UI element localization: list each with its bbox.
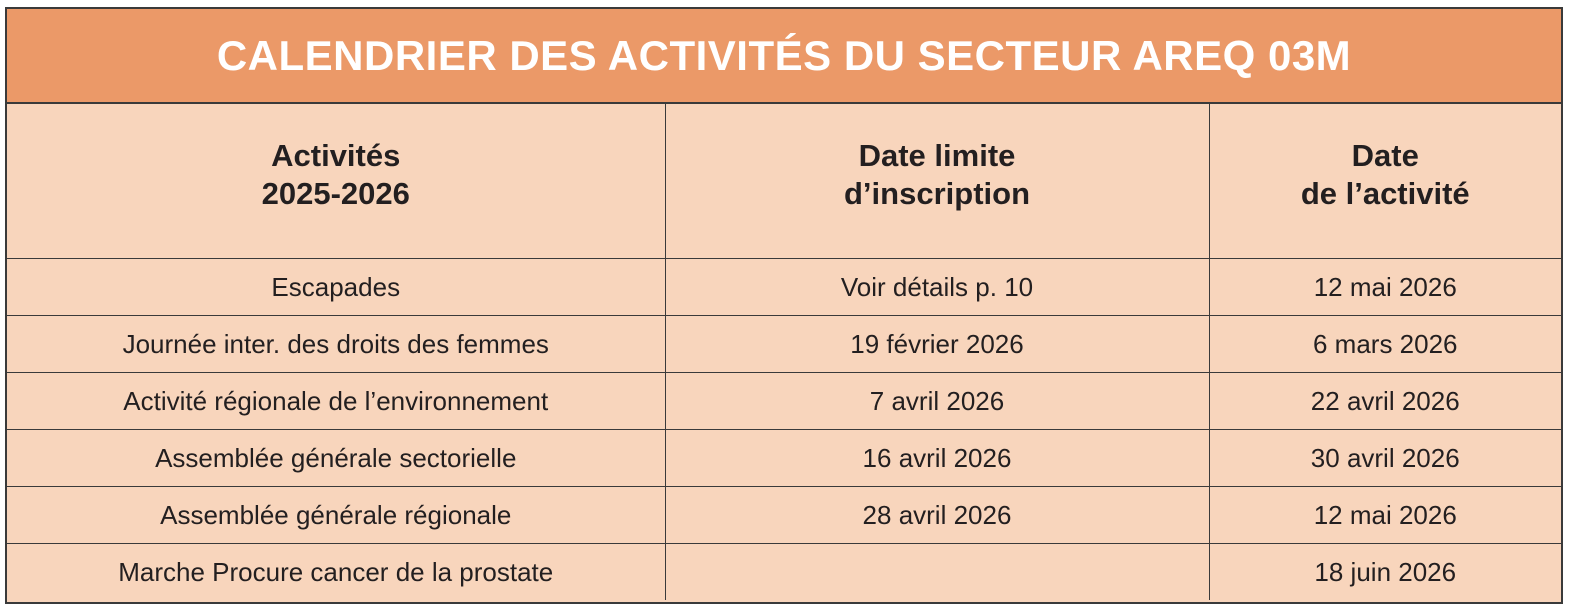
deadline-cell: Voir détails p. 10 xyxy=(665,259,1209,316)
calendar-title: CALENDRIER DES ACTIVITÉS DU SECTEUR AREQ 03M xyxy=(216,31,1352,79)
activity-cell: Escapades xyxy=(7,259,665,316)
header-registration-deadline: Date limite d’inscription xyxy=(665,102,1209,259)
table-row xyxy=(7,487,1561,544)
activity-cell: Marche Procure cancer de la prostate xyxy=(7,544,665,601)
activity-calendar xyxy=(5,7,1563,604)
activity-cell: Assemblée générale régionale xyxy=(7,487,665,544)
activities-table xyxy=(7,102,1561,600)
table-row xyxy=(7,316,1561,373)
deadline-cell xyxy=(665,544,1209,601)
table-row xyxy=(7,544,1561,601)
date-cell: 12 mai 2026 xyxy=(1209,259,1561,316)
date-cell: 12 mai 2026 xyxy=(1209,487,1561,544)
deadline-cell: 7 avril 2026 xyxy=(665,373,1209,430)
deadline-cell: 16 avril 2026 xyxy=(665,430,1209,487)
table-row xyxy=(7,430,1561,487)
activity-cell: Activité régionale de l’environnement xyxy=(7,373,665,430)
header-activity-date: Date de l’activité xyxy=(1209,102,1561,259)
table-row xyxy=(7,373,1561,430)
header-activities: Activités 2025-2026 xyxy=(261,138,410,211)
date-cell: 6 mars 2026 xyxy=(1209,316,1561,373)
activity-cell: Assemblée générale sectorielle xyxy=(7,430,665,487)
deadline-cell: 28 avril 2026 xyxy=(665,487,1209,544)
header-row xyxy=(7,102,1561,259)
date-cell: 22 avril 2026 xyxy=(1209,373,1561,430)
deadline-cell: 19 février 2026 xyxy=(665,316,1209,373)
date-cell: 30 avril 2026 xyxy=(1209,430,1561,487)
date-cell: 18 juin 2026 xyxy=(1209,544,1561,601)
title-banner xyxy=(7,9,1561,104)
activity-cell: Journée inter. des droits des femmes xyxy=(7,316,665,373)
table-row xyxy=(7,259,1561,316)
